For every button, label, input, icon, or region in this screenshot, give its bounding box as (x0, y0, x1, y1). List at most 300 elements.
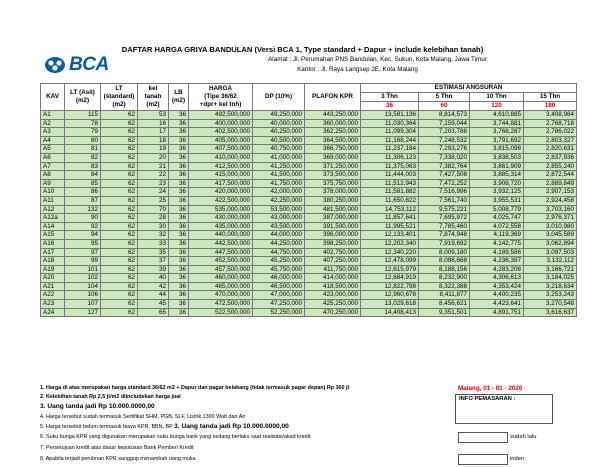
table-cell: 42,000,000 (253, 188, 305, 197)
table-cell: 62 (101, 239, 138, 248)
table-cell: 40,000,000 (253, 119, 305, 128)
table-cell: 62 (101, 205, 138, 214)
table-cell: 457,500,000 (189, 265, 253, 274)
table-cell: 45 (138, 300, 169, 309)
header-estimasi: ESTIMASI ANGSURAN (361, 84, 577, 93)
table-cell: 375,750,000 (305, 179, 361, 188)
table-cell: 79 (65, 128, 101, 137)
table-row (41, 171, 577, 180)
inden-label: inden (510, 456, 525, 462)
table-cell: 90 (65, 214, 101, 223)
note-5: 5. Harga tersebut belum termasuk biaya KPR, BBN, BP 3. Uang tanda jadi Rp 10.000.0000,00 (40, 423, 289, 430)
table-cell: 410,000,000 (189, 153, 253, 162)
table-cell: 87 (65, 196, 101, 205)
header-months-36: 36 (361, 102, 419, 111)
table-cell: 2,907,153 (524, 188, 577, 197)
table-cell: 36 (169, 145, 189, 154)
table-cell: 62 (101, 153, 138, 162)
table-cell: 62 (101, 111, 138, 120)
table-cell: 44,750,000 (253, 248, 305, 257)
table-cell: 65 (138, 308, 169, 317)
header-plafon: PLAFON KPR (305, 84, 361, 111)
table-cell: 62 (101, 171, 138, 180)
table-cell: 80 (65, 136, 101, 145)
table-row (41, 162, 577, 171)
table-row (41, 274, 577, 283)
table-cell: 62 (101, 214, 138, 223)
table-cell: A24 (41, 308, 65, 317)
table-cell: A4 (41, 136, 65, 145)
table-cell: 62 (101, 188, 138, 197)
table-cell: 46,500,000 (253, 282, 305, 291)
table-cell: 422,500,000 (189, 196, 253, 205)
table-cell: 40,500,000 (253, 136, 305, 145)
table-cell: 23 (138, 179, 169, 188)
header-months-120: 120 (470, 102, 524, 111)
table-row (41, 300, 577, 309)
table-cell: 8,814,573 (419, 111, 470, 120)
document-date: Malang, 01 - 01 - 2026 (458, 385, 523, 392)
table-cell: 418,500,000 (305, 282, 361, 291)
table-cell: 53,500,000 (253, 205, 305, 214)
table-cell: 12,478,099 (361, 257, 419, 266)
table-cell: 86 (65, 188, 101, 197)
table-cell: 44 (138, 291, 169, 300)
table-cell: 36 (169, 179, 189, 188)
table-cell: 12,615,979 (361, 265, 419, 274)
table-cell: 104 (65, 282, 101, 291)
table-cell: 102 (65, 274, 101, 283)
table-cell: 20 (138, 153, 169, 162)
table-cell: 11,168,244 (361, 136, 419, 145)
table-cell: 7,919,692 (419, 239, 470, 248)
table-cell: 47,250,000 (253, 300, 305, 309)
table-cell: 378,000,000 (305, 188, 361, 197)
table-cell: 4,891,751 (470, 308, 524, 317)
table-row (41, 128, 577, 137)
table-cell: 107 (65, 300, 101, 309)
table-cell: 425,250,000 (305, 300, 361, 309)
table-cell: 2,855,240 (524, 162, 577, 171)
table-cell: A15 (41, 231, 65, 240)
table-row (41, 248, 577, 257)
table-cell: A10 (41, 188, 65, 197)
table-cell: 42,250,000 (253, 196, 305, 205)
table-cell: A19 (41, 265, 65, 274)
table-cell: 16 (138, 119, 169, 128)
table-cell: 400,000,000 (189, 119, 253, 128)
table-cell: 62 (101, 162, 138, 171)
table-cell: 442,500,000 (189, 239, 253, 248)
table-cell: 396,000,000 (305, 231, 361, 240)
table-cell: 7,427,508 (419, 171, 470, 180)
table-row (41, 291, 577, 300)
table-cell: 3,932,125 (470, 188, 524, 197)
table-cell: 62 (101, 282, 138, 291)
table-cell: 414,000,000 (305, 274, 361, 283)
table-cell: 22 (138, 171, 169, 180)
page-title: DAFTAR HARGA GRIYA BANDULAN (Versi BCA 1, Type standard + Dapur + include kelebihan tanah) (121, 45, 484, 54)
table-cell: 3,010,980 (524, 222, 577, 231)
table-cell: 81 (65, 145, 101, 154)
table-row (41, 308, 577, 317)
table-cell: 4,119,369 (470, 231, 524, 240)
table-cell: 12,340,220 (361, 248, 419, 257)
header-lt-standard: LT (standard) (m2) (101, 84, 138, 111)
table-row (41, 188, 577, 197)
table-cell: 3,815,098 (470, 145, 524, 154)
table-cell: 45,750,000 (253, 265, 305, 274)
table-cell: A21 (41, 282, 65, 291)
table-cell: 522,500,000 (189, 308, 253, 317)
table-cell: A20 (41, 274, 65, 283)
table-cell: 8,098,668 (419, 257, 470, 266)
table-cell: 115 (65, 111, 101, 120)
table-cell: 84 (65, 171, 101, 180)
header-months-180: 180 (524, 102, 577, 111)
table-cell: 3,270,548 (524, 300, 577, 309)
table-cell: 417,500,000 (189, 179, 253, 188)
table-cell: 391,500,000 (305, 222, 361, 231)
table-cell: 3,184,025 (524, 274, 577, 283)
table-cell: 3,838,503 (470, 153, 524, 162)
table-cell: A8 (41, 171, 65, 180)
table-cell: 8,322,388 (419, 282, 470, 291)
table-cell: 62 (101, 128, 138, 137)
table-cell: 371,250,000 (305, 162, 361, 171)
header-5thn: 5 Thn (419, 93, 470, 102)
note-3: 3. Uang tanda jadi Rp 10.000.0000,00 (40, 403, 155, 410)
table-cell: 11,857,641 (361, 214, 419, 223)
table-cell: A2 (41, 119, 65, 128)
table-cell: A5 (41, 145, 65, 154)
table-cell: 7,472,252 (419, 179, 470, 188)
table-cell: 36 (169, 171, 189, 180)
table-cell: 8,456,621 (419, 300, 470, 309)
table-cell: 4,236,397 (470, 257, 524, 266)
table-cell: 7,561,740 (419, 196, 470, 205)
table-cell: 373,500,000 (305, 171, 361, 180)
table-cell: 380,250,000 (305, 196, 361, 205)
table-cell: 369,000,000 (305, 153, 361, 162)
table-row (41, 196, 577, 205)
table-cell: 8,232,900 (419, 274, 470, 283)
table-cell: 7,516,996 (419, 188, 470, 197)
table-cell: 7,338,020 (419, 153, 470, 162)
table-cell: 62 (101, 179, 138, 188)
table-cell: 452,500,000 (189, 257, 253, 266)
table-cell: 14,753,112 (361, 205, 419, 214)
table-cell: 402,750,000 (305, 248, 361, 257)
table-cell: 49,250,000 (253, 111, 305, 120)
table-cell: 41,750,000 (253, 179, 305, 188)
table-cell: 481,500,000 (305, 205, 361, 214)
table-row (41, 111, 577, 120)
note-4: 4. Harga tersebut sudah termasuk Sertifikat SHM, PGB, SLF, Listrik 1300 Watt dan Air (40, 414, 246, 420)
table-cell: 3,062,894 (524, 239, 577, 248)
table-cell: A3 (41, 128, 65, 137)
header-15thn: 15 Thn (524, 93, 577, 102)
table-cell: 7,248,532 (419, 136, 470, 145)
table-cell: 12,822,798 (361, 282, 419, 291)
office-line: Kantor : Jl. Raya Langsep 2E, Kota Malang (297, 66, 418, 73)
table-cell: 3,744,881 (470, 119, 524, 128)
table-cell: A6 (41, 153, 65, 162)
header-kav: KAV (41, 84, 65, 111)
table-cell: 2,820,631 (524, 145, 577, 154)
info-pemasaran-box: INFO PEMASARAN : (455, 394, 553, 424)
inden-checkbox[interactable] (458, 454, 508, 465)
header-dp: DP (10%) (253, 84, 305, 111)
table-cell: 101 (65, 265, 101, 274)
table-cell: 435,000,000 (189, 222, 253, 231)
table-cell: 95 (65, 239, 101, 248)
table-cell: A12 (41, 205, 65, 214)
table-cell: 13,029,618 (361, 300, 419, 309)
table-cell: 43,000,000 (253, 214, 305, 223)
table-cell: 36 (169, 153, 189, 162)
table-cell: 40,250,000 (253, 128, 305, 137)
table-cell: 17 (138, 128, 169, 137)
dp-label: sudah lalu (510, 434, 537, 440)
table-cell: A11 (41, 196, 65, 205)
table-cell: 3,045,589 (524, 231, 577, 240)
table-cell: 36 (169, 222, 189, 231)
table-cell: 43,500,000 (253, 222, 305, 231)
price-table (40, 83, 577, 317)
table-cell: 36 (169, 257, 189, 266)
table-cell: 3,703,160 (524, 205, 577, 214)
table-cell: 11,375,063 (361, 162, 419, 171)
table-cell: 7,874,948 (419, 231, 470, 240)
table-cell: A17 (41, 248, 65, 257)
table-cell: 36 (169, 291, 189, 300)
table-cell: 440,000,000 (189, 231, 253, 240)
table-body (41, 111, 577, 317)
table-cell: 447,500,000 (189, 248, 253, 257)
table-cell: 2,872,544 (524, 171, 577, 180)
table-cell: A23 (41, 300, 65, 309)
table-cell: 360,000,000 (305, 119, 361, 128)
table-cell: 21 (138, 162, 169, 171)
table-row (41, 145, 577, 154)
note-7: 7. Persetujuan kredit atas dasar keputusan Bank Pemberi Kredit (40, 445, 194, 451)
table-cell: 36 (169, 308, 189, 317)
table-cell: 3,218,634 (524, 282, 577, 291)
bca-logo-text: BCA (69, 54, 109, 75)
table-cell: 36 (169, 231, 189, 240)
table-cell: 70 (138, 205, 169, 214)
table-cell: 41,000,000 (253, 153, 305, 162)
table-cell: 12,133,401 (361, 231, 419, 240)
table-cell: 4,189,586 (470, 248, 524, 257)
table-cell: 36 (169, 214, 189, 223)
table-cell: 8,188,156 (419, 265, 470, 274)
table-cell: 9,351,501 (419, 308, 470, 317)
header-harga: HARGA (Tipe 36/62 +dpr+ kel tnh) (189, 84, 253, 111)
table-row (41, 265, 577, 274)
table-cell: 62 (101, 222, 138, 231)
table-cell: 11,512,943 (361, 179, 419, 188)
table-cell: 45,250,000 (253, 257, 305, 266)
table-cell: 41,500,000 (253, 171, 305, 180)
table-row (41, 136, 577, 145)
table-cell: 62 (101, 196, 138, 205)
table-cell: 7,203,788 (419, 128, 470, 137)
table-cell: A16 (41, 239, 65, 248)
table-cell: 11,444,003 (361, 171, 419, 180)
table-cell: A9 (41, 179, 65, 188)
table-cell: 2,803,327 (524, 136, 577, 145)
table-cell: 407,250,000 (305, 257, 361, 266)
table-cell: 3,908,720 (470, 179, 524, 188)
table-cell: 36 (169, 274, 189, 283)
table-cell: 407,500,000 (189, 145, 253, 154)
table-cell: 36 (169, 248, 189, 257)
table-cell: 62 (101, 119, 138, 128)
table-cell: 36 (169, 196, 189, 205)
header-lb: LB (m2) (169, 84, 189, 111)
header-kelebihan-tanah: kel tanah (m2) (138, 84, 169, 111)
table-cell: 7,785,460 (419, 222, 470, 231)
table-row (41, 119, 577, 128)
table-cell: 2,768,718 (524, 119, 577, 128)
table-cell: 11,237,184 (361, 145, 419, 154)
table-cell: A12a (41, 214, 65, 223)
table-cell: 82 (65, 153, 101, 162)
table-cell: 25 (138, 196, 169, 205)
table-cell: 36 (169, 136, 189, 145)
table-cell: 405,000,000 (189, 136, 253, 145)
table-cell: 12,960,678 (361, 291, 419, 300)
table-cell: 18 (138, 136, 169, 145)
table-cell: 2,889,849 (524, 179, 577, 188)
table-cell: A18 (41, 257, 65, 266)
note-1: 1. Harga di atas merupakan harga standard 36/62 m2 + Dapur dan pagar belakang (tidak termasuk pagar depan) Rp 360 jt (40, 385, 350, 391)
header-3thn: 3 Thn (361, 93, 419, 102)
table-cell: 36 (169, 119, 189, 128)
table-cell: 127 (65, 308, 101, 317)
table-cell: 4,025,747 (470, 214, 524, 223)
table-cell: 62 (101, 274, 138, 283)
table-cell: 11,995,521 (361, 222, 419, 231)
table-cell: 40 (138, 274, 169, 283)
table-cell: 4,283,208 (470, 265, 524, 274)
table-cell: 46,000,000 (253, 274, 305, 283)
table-cell: 32 (138, 231, 169, 240)
table-cell: 465,000,000 (189, 282, 253, 291)
table-cell: 36 (169, 282, 189, 291)
header-lt-asli: LT (Asli) (m2) (65, 84, 101, 111)
table-cell: 472,500,000 (189, 300, 253, 309)
table-cell: 62 (101, 265, 138, 274)
table-cell: 3,616,637 (524, 308, 577, 317)
table-cell: 8,009,180 (419, 248, 470, 257)
table-cell: 3,132,112 (524, 257, 577, 266)
table-cell: 4,400,235 (470, 291, 524, 300)
table-cell: 41,250,000 (253, 162, 305, 171)
table-cell: 2,976,371 (524, 214, 577, 223)
header-months-60: 60 (419, 102, 470, 111)
table-cell: 12,684,919 (361, 274, 419, 283)
table-cell: 24 (138, 188, 169, 197)
table-cell: A14 (41, 222, 65, 231)
table-cell: 12,202,340 (361, 239, 419, 248)
table-cell: 362,250,000 (305, 128, 361, 137)
table-cell: 33 (138, 239, 169, 248)
table-cell: 53 (138, 111, 169, 120)
table-cell: 3,166,721 (524, 265, 577, 274)
table-cell: 132 (65, 205, 101, 214)
table-cell: 106 (65, 291, 101, 300)
table-cell: 9,575,221 (419, 205, 470, 214)
table-cell: 36 (169, 162, 189, 171)
table-cell: 36 (169, 111, 189, 120)
table-cell: 3,408,984 (524, 111, 577, 120)
table-row (41, 257, 577, 266)
table-cell: 83 (65, 162, 101, 171)
table-cell: 2,786,022 (524, 128, 577, 137)
table-cell: 3,097,503 (524, 248, 577, 257)
table-cell: 4,423,641 (470, 300, 524, 309)
table-cell: 492,500,000 (189, 111, 253, 120)
header-10thn: 10 Thn (470, 93, 524, 102)
table-cell: 11,306,123 (361, 153, 419, 162)
table-cell: 3,791,692 (470, 136, 524, 145)
table-cell: 62 (101, 231, 138, 240)
table-cell: 99 (65, 257, 101, 266)
table-cell: 97 (65, 248, 101, 257)
table-cell: 36 (169, 205, 189, 214)
table-cell: 3,253,243 (524, 291, 577, 300)
table-cell: 460,000,000 (189, 274, 253, 283)
table-cell: 412,500,000 (189, 162, 253, 171)
table-cell: 4,306,613 (470, 274, 524, 283)
table-row (41, 153, 577, 162)
table-cell: 11,030,364 (361, 119, 419, 128)
note-8: 8. Apabila terjadi perubnan KPR sanggup menambah uang muka (40, 456, 196, 462)
table-row (41, 239, 577, 248)
table-cell: 423,000,000 (305, 291, 361, 300)
dp-checkbox[interactable] (458, 432, 508, 443)
table-cell: 535,000,000 (189, 205, 253, 214)
table-cell: 39 (138, 265, 169, 274)
table-cell: 62 (101, 248, 138, 257)
table-cell: 62 (101, 300, 138, 309)
table-cell: 8,411,877 (419, 291, 470, 300)
table-cell: 411,750,000 (305, 265, 361, 274)
table-row (41, 282, 577, 291)
table-cell: A1 (41, 111, 65, 120)
table-cell: 470,000,000 (189, 291, 253, 300)
table-cell: 3,955,531 (470, 196, 524, 205)
table-cell: 5,008,779 (470, 205, 524, 214)
note-2: 2. Kelebihan tanah Rp 2,5 jt/m2 diincludekan harga jual (40, 394, 181, 400)
table-cell: 62 (101, 291, 138, 300)
table-cell: 4,610,885 (470, 111, 524, 120)
table-row (41, 179, 577, 188)
table-cell: 42 (138, 282, 169, 291)
table-cell: 443,250,000 (305, 111, 361, 120)
table-cell: 470,250,000 (305, 308, 361, 317)
table-cell: 62 (101, 308, 138, 317)
table-cell: 415,000,000 (189, 171, 253, 180)
table-cell: 62 (101, 257, 138, 266)
table-row (41, 205, 577, 214)
table-cell: 19 (138, 145, 169, 154)
table-cell: 366,750,000 (305, 145, 361, 154)
table-cell: 2,837,936 (524, 153, 577, 162)
